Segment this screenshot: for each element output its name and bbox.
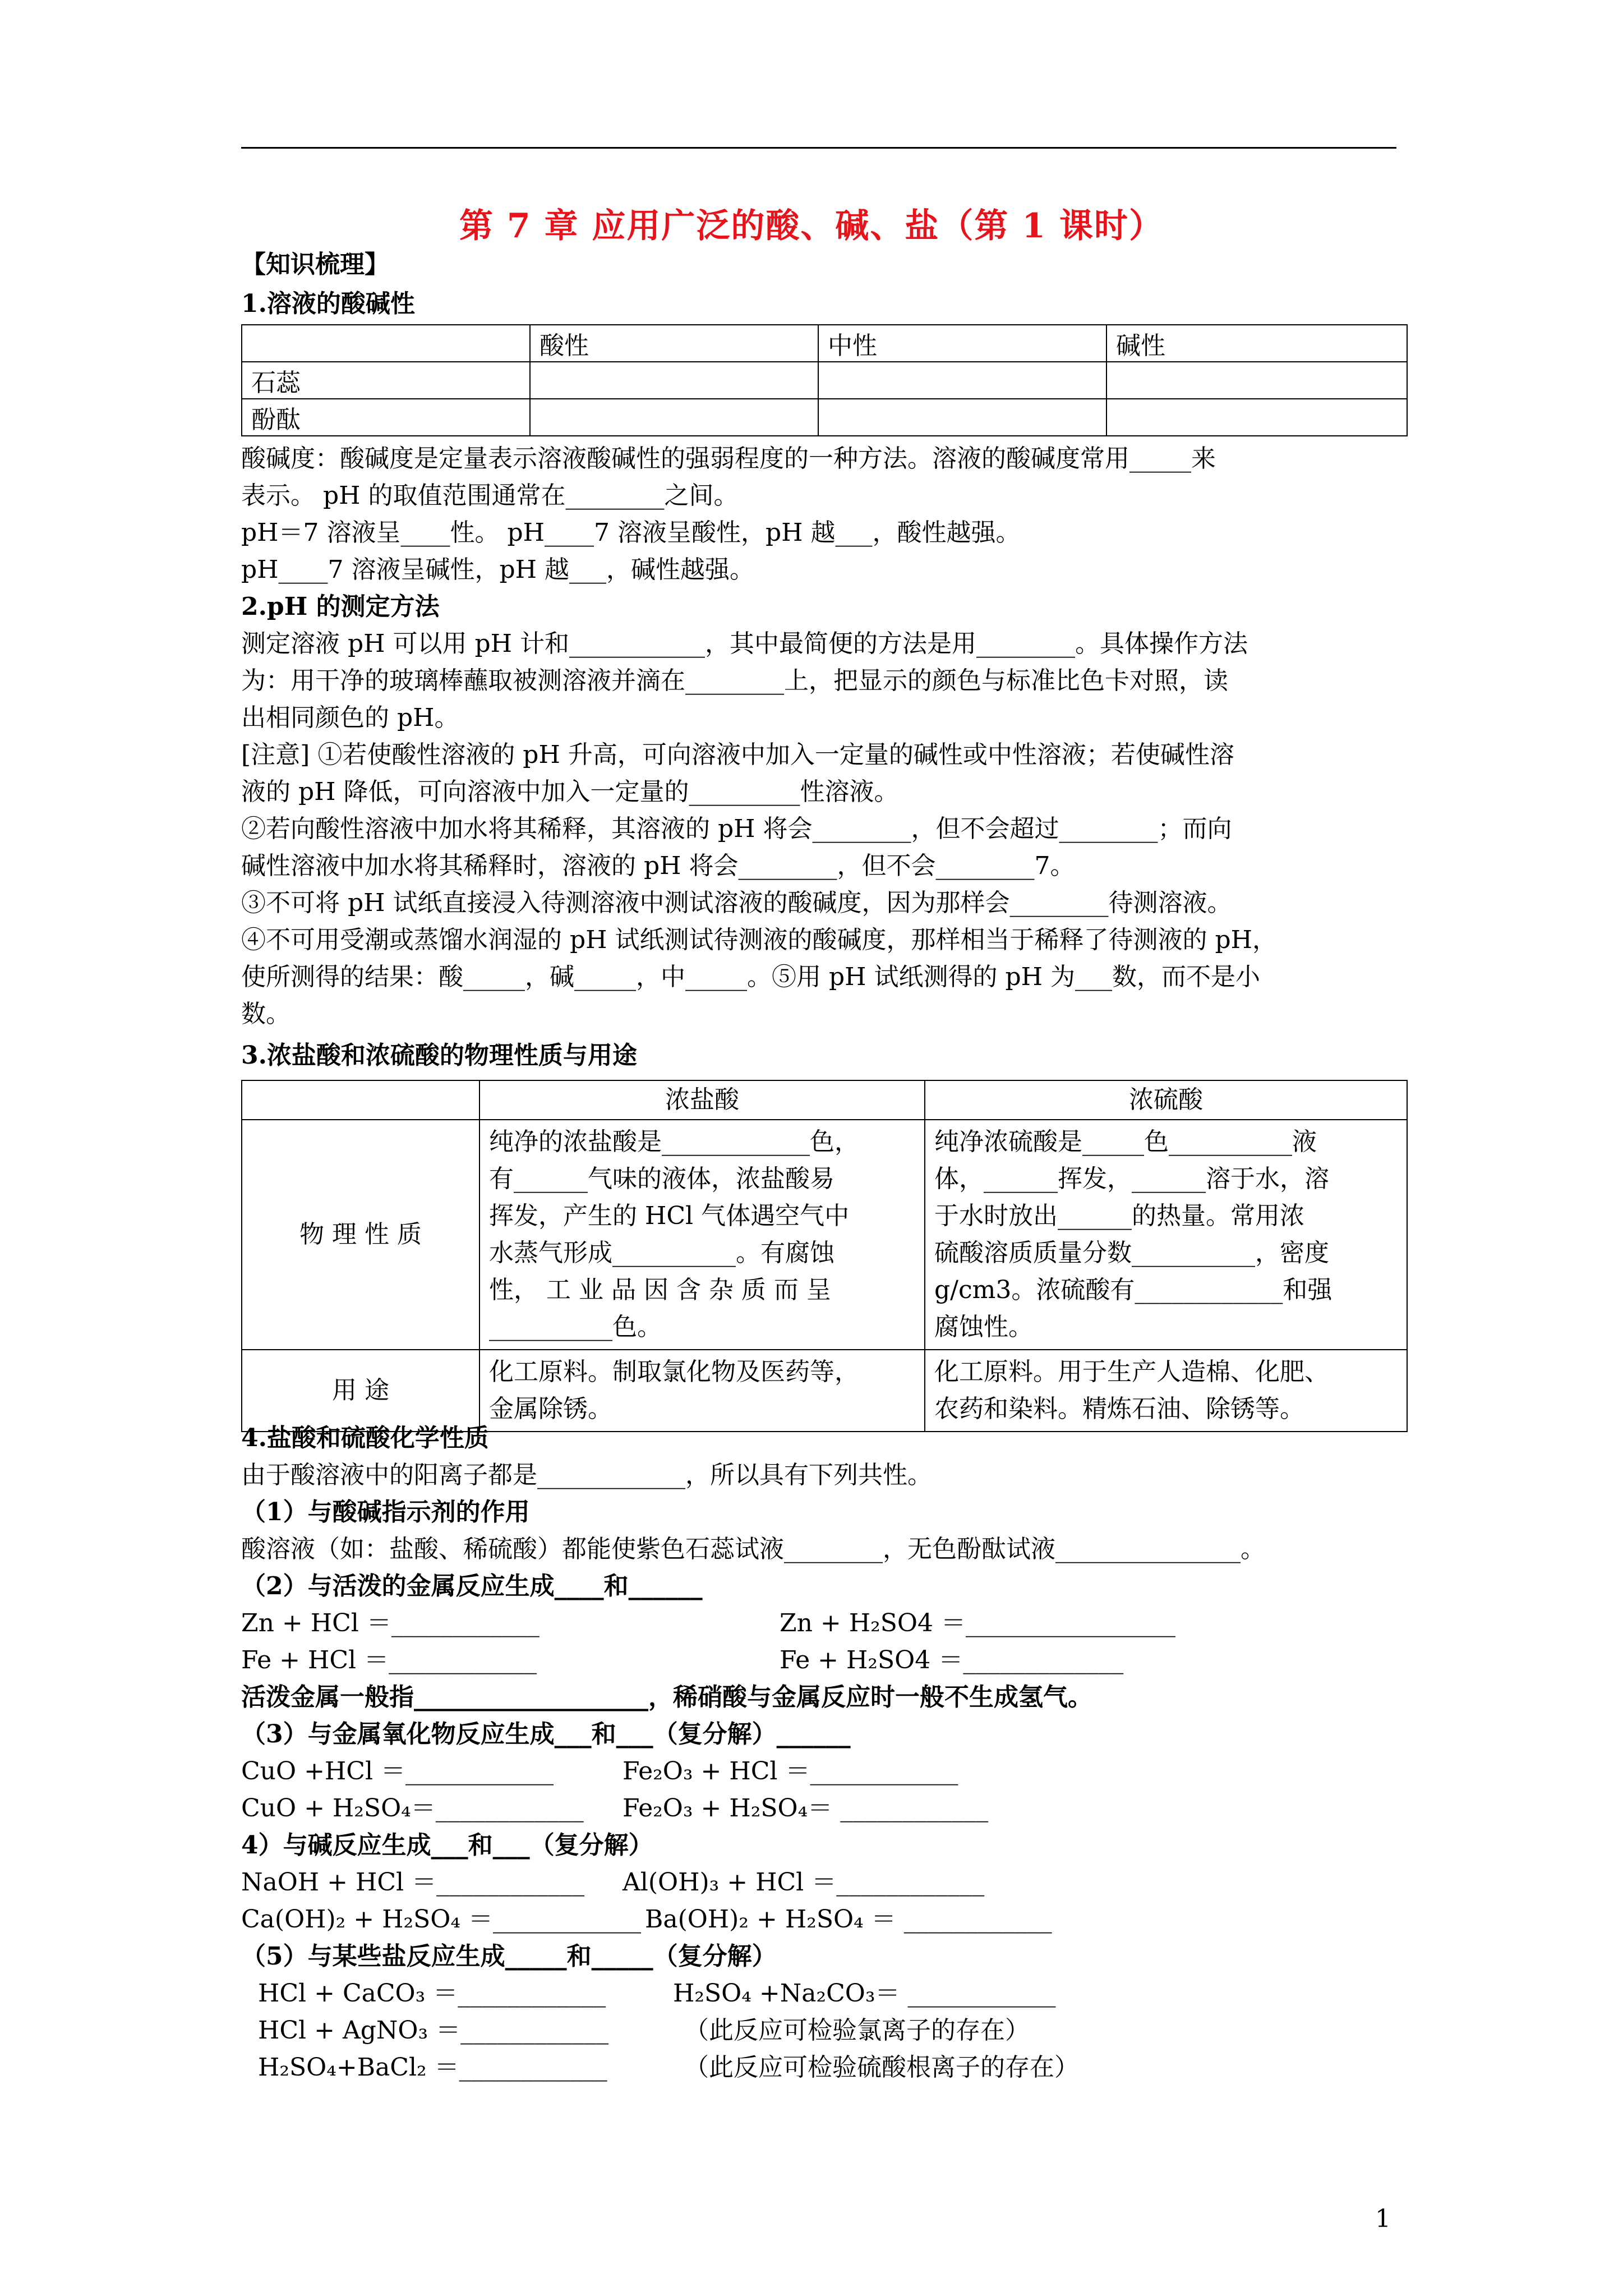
acids-table-header-hcl: 浓盐酸 [479, 1080, 925, 1120]
s4-p1-heading: （1）与酸碱指示剂的作用 [241, 1498, 530, 1526]
equation: HCl + AgNO₃ ＝____________ [258, 2016, 609, 2045]
equation: Ba(OH)₂ + H₂SO₄ ＝ ____________ [645, 1905, 1052, 1934]
hcl-uses-cell [479, 1350, 925, 1432]
s2-line-11: 数。 [241, 1000, 291, 1028]
h2so4-prop-line: 于水时放出______的热量。常用浓 [934, 1202, 1304, 1230]
row-label-uses: 用 途 [242, 1350, 479, 1432]
acidity-table-header-blank [242, 325, 530, 362]
s4-p3-heading: （3）与金属氧化物反应生成___和___（复分解）______ [241, 1720, 851, 1749]
table-cell [818, 362, 1106, 399]
equation: CuO +HCl ＝____________ [241, 1757, 554, 1786]
acids-property-table [241, 1080, 1408, 1432]
hcl-prop-line: 有______气味的液体，浓盐酸易 [489, 1165, 834, 1193]
hcl-prop-line: 性， 工 业 品 因 含 杂 质 而 呈 [489, 1276, 831, 1304]
s4-p2-heading: （2）与活泼的金属反应生成____和______ [241, 1572, 703, 1600]
s2-line-4: [注意] ①若使酸性溶液的 pH 升高，可向溶液中加入一定量的碱性或中性溶液；若使碱性溶 [241, 740, 1234, 769]
page-number: 1 [1375, 2205, 1391, 2233]
equation: Zn + HCl ＝____________ [241, 1609, 540, 1637]
acids-table-header-blank [242, 1080, 479, 1120]
s4-p1-line: 酸溶液（如：盐酸、稀硫酸）都能使紫色石蕊试液________，无色酚酞试液_______________。 [241, 1535, 1265, 1563]
s2-line-2: 为：用干净的玻璃棒蘸取被测溶液并滴在________上，把显示的颜色与标准比色卡对照，读 [241, 666, 1228, 695]
acidity-table-header-neutral: 中性 [818, 325, 1106, 362]
equation: CuO + H₂SO₄＝____________ [241, 1794, 584, 1823]
acidity-table-row-litmus: 石蕊 [242, 362, 530, 399]
s1-line-4: pH____7 溶液呈碱性，pH 越___，碱性越强。 [241, 555, 755, 584]
equation: H₂SO₄+BaCl₂ ＝____________ [258, 2053, 607, 2082]
acidity-table-row-phenolphthalein: 酚酞 [242, 399, 530, 436]
s2-line-7: 碱性溶液中加水将其稀释时，溶液的 pH 将会________，但不会________7。 [241, 852, 1075, 880]
s2-line-9: ④不可用受潮或蒸馏水润湿的 pH 试纸测试待测液的酸碱度，那样相当于稀释了待测液的 pH， [241, 926, 1278, 954]
s2-line-10: 使所测得的结果：酸_____，碱_____，中_____。⑤用 pH 试纸测得的 pH 为___数，而不是小 [241, 963, 1261, 991]
reaction-note: （此反应可检验氯离子的存在） [684, 2016, 1030, 2045]
s2-line-6: ②若向酸性溶液中加水将其稀释，其溶液的 pH 将会________，但不会超过________；而向 [241, 815, 1232, 843]
equation: H₂SO₄ +Na₂CO₃＝ ____________ [673, 1979, 1056, 2008]
acidity-table-header-base: 碱性 [1106, 325, 1407, 362]
table-cell [1106, 362, 1407, 399]
hcl-physical-properties-cell [479, 1120, 925, 1350]
h2so4-prop-line: g/cm3。浓硫酸有____________和强 [934, 1276, 1332, 1304]
s1-heading: 1.溶液的酸碱性 [241, 289, 415, 318]
hcl-use-line: 金属除锈。 [489, 1395, 612, 1423]
s2-heading: 2.pH 的测定方法 [241, 592, 440, 621]
header-rule [241, 147, 1396, 149]
s4-p5-heading: （5）与某些盐反应生成_____和_____（复分解） [241, 1942, 777, 1971]
acidity-table-header-acid: 酸性 [530, 325, 818, 362]
equation: Fe₂O₃ + H₂SO₄＝ ____________ [623, 1794, 989, 1823]
equation: Zn + H₂SO4 ＝_________________ [780, 1609, 1175, 1637]
h2so4-use-line: 农药和染料。精炼石油、除锈等。 [934, 1395, 1304, 1423]
acidity-table [241, 324, 1408, 436]
s4-p2-note: 活泼金属一般指___________________，稀硝酸与金属反应时一般不生成氢气。 [241, 1683, 1092, 1711]
table-cell [530, 362, 818, 399]
equation: Ca(OH)₂ + H₂SO₄ ＝____________ [241, 1905, 642, 1934]
hcl-prop-line: 水蒸气形成__________。有腐蚀 [489, 1239, 834, 1267]
h2so4-physical-properties-cell [925, 1120, 1407, 1350]
hcl-use-line: 化工原料。制取氯化物及医药等， [489, 1358, 859, 1386]
s2-line-1: 测定溶液 pH 可以用 pH 计和___________，其中最简便的方法是用________。具体操作方法 [241, 629, 1248, 658]
equation: Al(OH)₃ + HCl ＝____________ [623, 1868, 985, 1897]
hcl-prop-line: __________色。 [489, 1313, 662, 1341]
s4-p4-heading: 4）与碱反应生成___和___（复分解） [241, 1831, 653, 1860]
table-cell [530, 399, 818, 436]
equation: Fe + H₂SO4 ＝_____________ [780, 1646, 1124, 1674]
s2-line-3: 出相同颜色的 pH。 [241, 703, 459, 732]
equation: Fe₂O₃ + HCl ＝____________ [623, 1757, 958, 1786]
s2-line-8: ③不可将 pH 试纸直接浸入待测溶液中测试溶液的酸碱度，因为那样会________待测溶液。 [241, 889, 1232, 917]
h2so4-prop-line: 硫酸溶质质量分数__________，密度 [934, 1239, 1329, 1267]
h2so4-use-line: 化工原料。用于生产人造棉、化肥、 [934, 1358, 1329, 1386]
s2-line-5: 液的 pH 降低，可向溶液中加入一定量的_________性溶液。 [241, 777, 899, 806]
equation: HCl + CaCO₃ ＝____________ [258, 1979, 606, 2008]
s1-line-2: 表示。 pH 的取值范围通常在________之间。 [241, 481, 739, 510]
hcl-prop-line: 纯净的浓盐酸是____________色， [489, 1128, 859, 1156]
s4-intro: 由于酸溶液中的阳离子都是____________，所以具有下列共性。 [241, 1461, 932, 1489]
s4-heading: 4.盐酸和硫酸化学性质 [241, 1424, 489, 1452]
equation: Fe + HCl ＝____________ [241, 1646, 537, 1674]
hcl-prop-line: 挥发，产生的 HCl 气体遇空气中 [489, 1202, 850, 1230]
row-label-physical-properties: 物 理 性 质 [242, 1120, 479, 1350]
table-cell [818, 399, 1106, 436]
acids-table-header-h2so4: 浓硫酸 [925, 1080, 1407, 1120]
equation: NaOH + HCl ＝____________ [241, 1868, 585, 1897]
page-title: 第 7 章 应用广泛的酸、碱、盐（第 1 课时） [459, 206, 1164, 246]
reaction-note: （此反应可检验硫酸根离子的存在） [684, 2053, 1079, 2082]
h2so4-prop-line: 腐蚀性。 [934, 1313, 1033, 1341]
section-header: 【知识梳理】 [241, 250, 389, 279]
h2so4-uses-cell [925, 1350, 1407, 1432]
h2so4-prop-line: 纯净浓硫酸是_____色__________液 [934, 1128, 1317, 1156]
s1-line-3: pH＝7 溶液呈____性。 pH____7 溶液呈酸性，pH 越___，酸性越强。 [241, 518, 1021, 547]
s1-line-1: 酸碱度：酸碱度是定量表示溶液酸碱性的强弱程度的一种方法。溶液的酸碱度常用_____来 [241, 444, 1216, 473]
h2so4-prop-line: 体，______挥发，______溶于水，溶 [934, 1165, 1329, 1193]
s3-heading: 3.浓盐酸和浓硫酸的物理性质与用途 [241, 1041, 637, 1070]
table-cell [1106, 399, 1407, 436]
